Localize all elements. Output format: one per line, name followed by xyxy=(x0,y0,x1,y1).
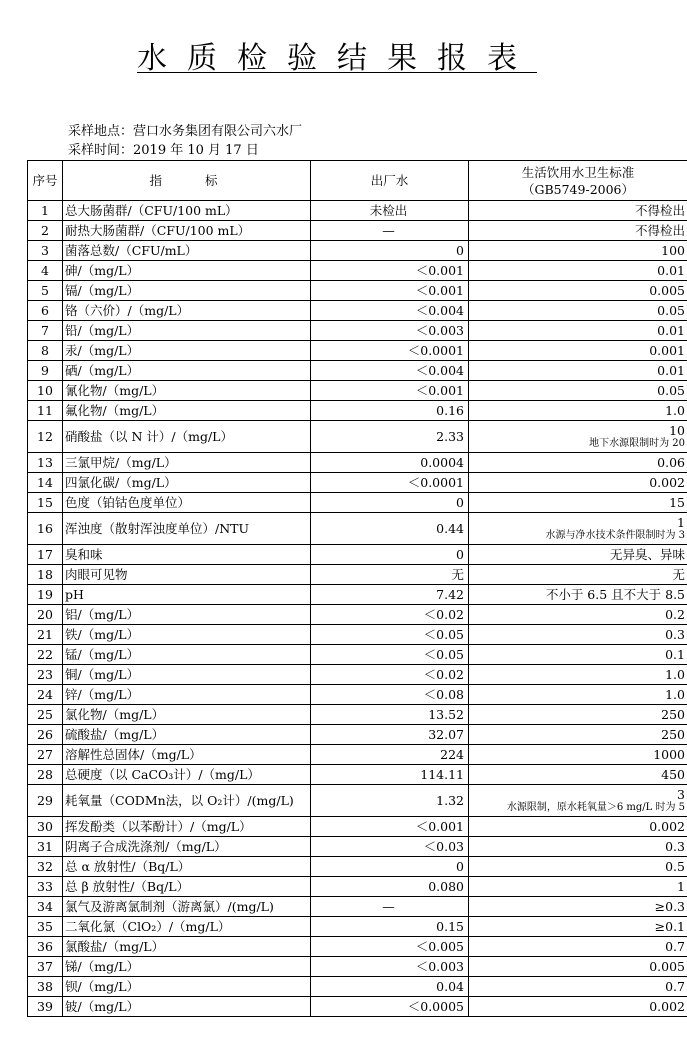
row-index: 38 xyxy=(28,977,63,997)
row-standard-value: 无异臭、异味 xyxy=(469,545,687,565)
row-plant-value: ＜0.001 xyxy=(311,281,469,301)
row-index: 31 xyxy=(28,837,63,857)
row-plant-value: ＜0.03 xyxy=(311,837,469,857)
table-row xyxy=(28,725,687,745)
table-row xyxy=(28,997,687,1017)
row-plant-value: ＜0.004 xyxy=(311,301,469,321)
table-row xyxy=(28,401,687,421)
row-item: 锌/（mg/L） xyxy=(63,685,311,705)
row-standard-value: 0.002 xyxy=(469,817,687,837)
report-title: 水质检验结果报表 xyxy=(137,41,537,76)
row-index: 11 xyxy=(28,401,63,421)
table-header-row xyxy=(28,161,687,201)
row-plant-value: 224 xyxy=(311,745,469,765)
row-item: 铜/（mg/L） xyxy=(63,665,311,685)
row-index: 18 xyxy=(28,565,63,585)
row-item: 砷/（mg/L） xyxy=(63,261,311,281)
row-standard-value: 1 xyxy=(469,877,687,897)
row-index: 4 xyxy=(28,261,63,281)
table-row xyxy=(28,301,687,321)
row-index: 35 xyxy=(28,917,63,937)
table-row xyxy=(28,513,687,545)
row-index: 6 xyxy=(28,301,63,321)
row-index: 32 xyxy=(28,857,63,877)
row-item: 四氯化碳/（mg/L） xyxy=(63,473,311,493)
row-item: 总 β 放射性/（Bq/L） xyxy=(63,877,311,897)
row-item: 浑浊度（散射浑浊度单位）/NTU xyxy=(63,513,311,545)
row-index: 22 xyxy=(28,645,63,665)
row-standard-value: 0.005 xyxy=(469,281,687,301)
row-standard-value: 0.06 xyxy=(469,453,687,473)
sampling-location: 采样地点：营口水务集团有限公司六水厂 xyxy=(68,124,303,139)
row-item: 氯酸盐/（mg/L） xyxy=(63,937,311,957)
row-plant-value: 0.0004 xyxy=(311,453,469,473)
row-index: 16 xyxy=(28,513,63,545)
row-item: 铝/（mg/L） xyxy=(63,605,311,625)
row-plant-value: 0.04 xyxy=(311,977,469,997)
row-index: 29 xyxy=(28,785,63,817)
row-standard-value: 0.002 xyxy=(469,473,687,493)
table-row xyxy=(28,645,687,665)
table-row xyxy=(28,625,687,645)
row-index: 14 xyxy=(28,473,63,493)
table-row xyxy=(28,937,687,957)
row-item: 铍/（mg/L） xyxy=(63,997,311,1017)
row-plant-value: ＜0.003 xyxy=(311,957,469,977)
row-item: 氯气及游离氯制剂（游离氯）/(mg/L) xyxy=(63,897,311,917)
row-standard-value: 15 xyxy=(469,493,687,513)
row-standard-value: ≥0.3 xyxy=(469,897,687,917)
table-row xyxy=(28,877,687,897)
table-row xyxy=(28,321,687,341)
row-plant-value: 0 xyxy=(311,545,469,565)
row-plant-value: ＜0.003 xyxy=(311,321,469,341)
row-item: 锰/（mg/L） xyxy=(63,645,311,665)
row-index: 25 xyxy=(28,705,63,725)
row-plant-value: ＜0.08 xyxy=(311,685,469,705)
table-row xyxy=(28,605,687,625)
row-standard-value: 0.05 xyxy=(469,301,687,321)
row-index: 27 xyxy=(28,745,63,765)
row-standard-value: 0.5 xyxy=(469,857,687,877)
row-plant-value: ＜0.005 xyxy=(311,937,469,957)
row-index: 1 xyxy=(28,201,63,221)
row-standard-value: 1000 xyxy=(469,745,687,765)
header-index: 序号 xyxy=(28,161,63,201)
header-standard-line1: 生活饮用水卫生标准 xyxy=(521,164,635,180)
row-item: 硒/（mg/L） xyxy=(63,361,311,381)
row-item: 耐热大肠菌群/（CFU/100 mL） xyxy=(63,221,311,241)
table-row xyxy=(28,201,687,221)
row-index: 34 xyxy=(28,897,63,917)
row-item: 二氧化氯（ClO₂）/（mg/L） xyxy=(63,917,311,937)
row-plant-value: 7.42 xyxy=(311,585,469,605)
row-index: 9 xyxy=(28,361,63,381)
row-standard-value: 1.0 xyxy=(469,685,687,705)
row-item: 锑/（mg/L） xyxy=(63,957,311,977)
row-index: 28 xyxy=(28,765,63,785)
table-row xyxy=(28,957,687,977)
row-standard-value: ≥0.1 xyxy=(469,917,687,937)
row-index: 15 xyxy=(28,493,63,513)
table-row xyxy=(28,281,687,301)
row-standard-main: 3 xyxy=(677,787,685,802)
row-index: 21 xyxy=(28,625,63,645)
table-row xyxy=(28,565,687,585)
table-row xyxy=(28,745,687,765)
row-index: 7 xyxy=(28,321,63,341)
table-row xyxy=(28,381,687,401)
row-item: 挥发酚类（以苯酚计）/（mg/L） xyxy=(63,817,311,837)
row-plant-value: 2.33 xyxy=(311,421,469,453)
row-item: 铁/（mg/L） xyxy=(63,625,311,645)
row-item: 硝酸盐（以 N 计）/（mg/L） xyxy=(63,421,311,453)
table-row xyxy=(28,917,687,937)
row-plant-value: 0.15 xyxy=(311,917,469,937)
table-row xyxy=(28,705,687,725)
row-standard-value: 不得检出 xyxy=(469,201,687,221)
row-standard-value: 0.001 xyxy=(469,341,687,361)
row-plant-value: ＜0.0001 xyxy=(311,473,469,493)
row-item: 硫酸盐/（mg/L） xyxy=(63,725,311,745)
row-index: 24 xyxy=(28,685,63,705)
row-item: 耗氧量（CODMn法，以 O₂计）/(mg/L) xyxy=(63,785,311,817)
row-plant-value: — xyxy=(311,221,469,241)
row-plant-value: 0.16 xyxy=(311,401,469,421)
row-plant-value: 0 xyxy=(311,857,469,877)
table-row xyxy=(28,241,687,261)
row-index: 2 xyxy=(28,221,63,241)
row-item: 总 α 放射性/（Bq/L） xyxy=(63,857,311,877)
row-plant-value: ＜0.0001 xyxy=(311,341,469,361)
row-plant-value: ＜0.05 xyxy=(311,625,469,645)
row-index: 20 xyxy=(28,605,63,625)
table-row xyxy=(28,977,687,997)
row-item: 总大肠菌群/（CFU/100 mL） xyxy=(63,201,311,221)
row-item: 阴离子合成洗涤剂/（mg/L） xyxy=(63,837,311,857)
row-plant-value: 0.44 xyxy=(311,513,469,545)
row-index: 17 xyxy=(28,545,63,565)
table-row xyxy=(28,665,687,685)
row-standard-value: 无 xyxy=(469,565,687,585)
table-row xyxy=(28,261,687,281)
header-item: 指 标 xyxy=(63,161,311,201)
row-standard-note: 地下水源限制时为 20 xyxy=(589,438,685,449)
row-item: 溶解性总固体/（mg/L） xyxy=(63,745,311,765)
row-index: 13 xyxy=(28,453,63,473)
table-row xyxy=(28,837,687,857)
row-index: 5 xyxy=(28,281,63,301)
row-item: 总硬度（以 CaCO₃计）/（mg/L） xyxy=(63,765,311,785)
row-item: 色度（铂钴色度单位） xyxy=(63,493,311,513)
row-plant-value: — xyxy=(311,897,469,917)
table-row xyxy=(28,473,687,493)
table-row xyxy=(28,765,687,785)
row-item: 镉/（mg/L） xyxy=(63,281,311,301)
row-item: 肉眼可见物 xyxy=(63,565,311,585)
table-row xyxy=(28,857,687,877)
row-index: 39 xyxy=(28,997,63,1017)
row-item: 菌落总数/（CFU/mL） xyxy=(63,241,311,261)
header-standard xyxy=(469,161,687,201)
row-standard-value xyxy=(469,421,687,453)
row-plant-value: ＜0.02 xyxy=(311,665,469,685)
table-row xyxy=(28,685,687,705)
row-plant-value: ＜0.05 xyxy=(311,645,469,665)
table-row xyxy=(28,421,687,453)
row-standard-main: 10 xyxy=(669,423,685,438)
row-plant-value: 1.32 xyxy=(311,785,469,817)
table-row xyxy=(28,545,687,565)
row-plant-value: 32.07 xyxy=(311,725,469,745)
row-index: 36 xyxy=(28,937,63,957)
header-plant-water: 出厂水 xyxy=(311,161,469,201)
row-standard-value: 0.3 xyxy=(469,625,687,645)
row-item: 氟化物/（mg/L） xyxy=(63,401,311,421)
row-plant-value: ＜0.001 xyxy=(311,381,469,401)
row-plant-value: 0 xyxy=(311,241,469,261)
row-standard-value: 0.005 xyxy=(469,957,687,977)
row-index: 19 xyxy=(28,585,63,605)
row-standard-value: 0.7 xyxy=(469,977,687,997)
table-row xyxy=(28,493,687,513)
table-row xyxy=(28,817,687,837)
row-standard-value: 0.05 xyxy=(469,381,687,401)
row-plant-value: ＜0.0005 xyxy=(311,997,469,1017)
row-plant-value: 无 xyxy=(311,565,469,585)
row-standard-value: 100 xyxy=(469,241,687,261)
row-plant-value: 未检出 xyxy=(311,201,469,221)
row-index: 12 xyxy=(28,421,63,453)
row-plant-value: ＜0.004 xyxy=(311,361,469,381)
water-quality-table xyxy=(27,160,687,1017)
sampling-time: 采样时间：2019 年 10 月 17 日 xyxy=(68,143,259,158)
row-standard-value: 不小于 6.5 且不大于 8.5 xyxy=(469,585,687,605)
row-index: 10 xyxy=(28,381,63,401)
header-standard-line2: （GB5749-2006） xyxy=(521,181,635,197)
row-item: 臭和味 xyxy=(63,545,311,565)
row-standard-main: 1 xyxy=(677,515,685,530)
row-index: 33 xyxy=(28,877,63,897)
row-plant-value: 0.080 xyxy=(311,877,469,897)
row-item: 钡/（mg/L） xyxy=(63,977,311,997)
row-standard-value: 1.0 xyxy=(469,665,687,685)
table-row xyxy=(28,785,687,817)
row-standard-value xyxy=(469,513,687,545)
row-plant-value: 13.52 xyxy=(311,705,469,725)
row-index: 23 xyxy=(28,665,63,685)
row-standard-value: 0.01 xyxy=(469,321,687,341)
table-row xyxy=(28,361,687,381)
row-index: 26 xyxy=(28,725,63,745)
row-item: 铅/（mg/L） xyxy=(63,321,311,341)
row-standard-value: 0.1 xyxy=(469,645,687,665)
row-standard-value: 250 xyxy=(469,725,687,745)
row-standard-value: 250 xyxy=(469,705,687,725)
row-standard-value: 不得检出 xyxy=(469,221,687,241)
table-row xyxy=(28,585,687,605)
row-index: 30 xyxy=(28,817,63,837)
row-standard-value: 1.0 xyxy=(469,401,687,421)
row-plant-value: 0 xyxy=(311,493,469,513)
row-standard-value: 0.7 xyxy=(469,937,687,957)
row-plant-value: 114.11 xyxy=(311,765,469,785)
row-standard-value: 0.3 xyxy=(469,837,687,857)
row-item: 汞/（mg/L） xyxy=(63,341,311,361)
row-plant-value: ＜0.02 xyxy=(311,605,469,625)
row-standard-value: 0.01 xyxy=(469,361,687,381)
row-standard-value xyxy=(469,785,687,817)
row-index: 37 xyxy=(28,957,63,977)
row-item: pH xyxy=(63,585,311,605)
row-item: 氯化物/（mg/L） xyxy=(63,705,311,725)
row-plant-value: ＜0.001 xyxy=(311,261,469,281)
row-item: 氰化物/（mg/L） xyxy=(63,381,311,401)
table-row xyxy=(28,341,687,361)
row-standard-note: 水源限制，原水耗氧量＞6 mg/L 时为 5 xyxy=(506,802,685,813)
row-standard-value: 0.002 xyxy=(469,997,687,1017)
row-standard-note: 水源与净水技术条件限制时为 3 xyxy=(545,530,685,541)
row-standard-value: 0.01 xyxy=(469,261,687,281)
table-row xyxy=(28,453,687,473)
row-item: 三氯甲烷/（mg/L） xyxy=(63,453,311,473)
table-row xyxy=(28,221,687,241)
row-item: 铬（六价）/（mg/L） xyxy=(63,301,311,321)
row-index: 3 xyxy=(28,241,63,261)
row-index: 8 xyxy=(28,341,63,361)
row-standard-value: 0.2 xyxy=(469,605,687,625)
row-standard-value: 450 xyxy=(469,765,687,785)
table-row xyxy=(28,897,687,917)
row-plant-value: ＜0.001 xyxy=(311,817,469,837)
